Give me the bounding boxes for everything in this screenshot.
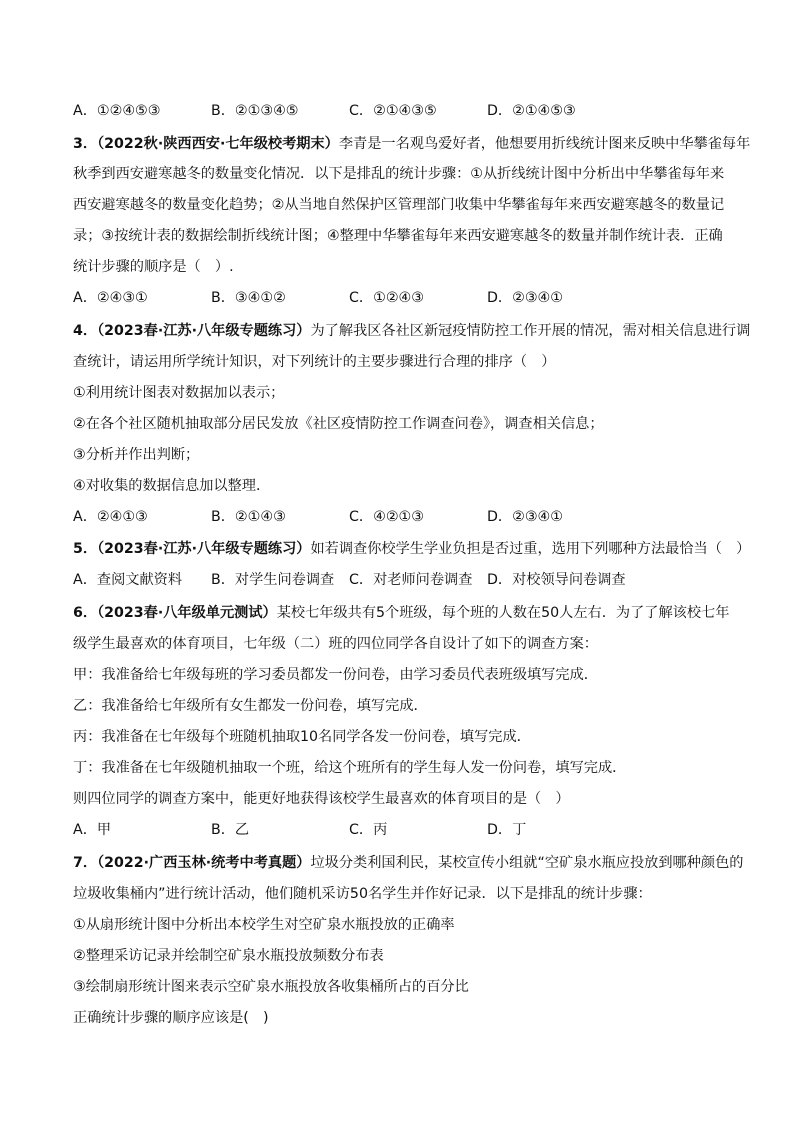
q6-stem-line-2: 级学生最喜欢的体育项目，七年级（二）班的四位同学各自设计了如下的调查方案： [73,636,598,652]
q3-number: 3． [73,136,98,152]
q3-stem-line-4: 录；③按统计表的数据绘制折线统计图；④整理中华攀雀每年来西安避寒越冬的数量并制作统计表．正确 [73,228,723,244]
q4-option-b[interactable]: B．②①④③ [211,509,286,525]
q5-stem-line-1 [73,538,750,560]
q6-option-c[interactable]: C．丙 [349,822,388,838]
q4-number: 4． [73,323,98,339]
q4-text: 为了解我区各社区新冠疫情防控工作开展的情况，需对相关信息进行调 [310,323,751,339]
q6-question: 则四位同学的调查方案中，能更好地获得该校学生最喜欢的体育项目的是（ ） [73,791,570,807]
q2-option-a[interactable]: A．①②④⑤③ [73,103,161,119]
q4-option-c[interactable]: C．④②①③ [349,509,424,525]
q3-stem-line-3: 西安避寒越冬的数量变化趋势；②从当地自然保护区管理部门收集中华攀雀每年来西安避寒越冬的数量记 [73,197,725,213]
q2-option-d[interactable]: D．②①④⑤③ [487,103,576,119]
q6-plan-bing: 丙：我准备在七年级每个班随机抽取10名同学各发一份问卷，填写完成． [73,729,531,745]
q5-option-d[interactable]: D．对校领导问卷调查 [487,572,626,588]
q4-step-3: ③分析并作出判断； [73,447,200,463]
q3-stem-line-2: 秋季到西安避寒越冬的数量变化情况．以下是排乱的统计步骤：①从折线统计图中分析出中华攀雀每年来 [73,166,725,182]
q2-option-b[interactable]: B．②①③④⑤ [211,103,299,119]
q7-question: 正确统计步骤的顺序应该是( ) [73,1010,269,1026]
q6-plan-jia: 甲：我准备给七年级每班的学习委员都发一份问卷，由学习委员代表班级填写完成． [73,667,598,683]
q3-option-d[interactable]: D．②③④① [487,290,563,306]
q4-option-a[interactable]: A．②④①③ [73,509,148,525]
q7-source: （2022·广西玉林·统考中考真题） [97,855,311,871]
q3-text: 李青是一名观鸟爱好者，他想要用折线统计图来反映中华攀雀每年 [338,136,751,152]
q3-source: （2022秋·陕西西安·七年级校考期末） [97,136,339,152]
q4-source: （2023春·江苏·八年级专题练习） [97,323,311,339]
q5-option-c[interactable]: C．对老师问卷调查 [349,572,473,588]
q7-step-1: ①从扇形统计图中分析出本校学生对空矿泉水瓶投放的正确率 [73,917,455,933]
q4-stem-line-2: 查统计，请运用所学统计知识，对下列统计的主要步骤进行合理的排序（ ） [73,354,556,370]
q3-stem-line-1 [73,133,750,155]
q7-number: 7． [73,855,98,871]
q5-source: （2023春·江苏·八年级专题练习） [97,541,311,557]
q3-stem-line-5: 统计步骤的顺序是（ ）. [73,259,234,275]
q2-option-c[interactable]: C．②①④③⑤ [349,103,437,119]
q6-option-a[interactable]: A．甲 [73,822,112,838]
q6-option-b[interactable]: B．乙 [211,822,250,838]
q7-stem-line-2: 垃圾收集桶内”进行统计活动，他们随机采访50名学生并作好记录．以下是排乱的统计步骤： [73,886,652,902]
q4-option-d[interactable]: D．②③④① [487,509,563,525]
q6-plan-yi: 乙：我准备给七年级所有女生都发一份问卷，填写完成． [73,698,428,714]
q5-option-b[interactable]: B．对学生问卷调查 [211,572,335,588]
q6-number: 6． [73,605,98,621]
q4-step-1: ①利用统计图表对数据加以表示； [73,385,285,401]
q6-plan-ding: 丁：我准备在七年级随机抽取一个班，给这个班所有的学生每人发一份问卷，填写完成． [73,760,627,776]
q4-step-4: ④对收集的数据信息加以整理． [73,478,271,494]
q4-step-2: ②在各个社区随机抽取部分居民发放《社区疫情防控工作调查问卷》，调查相关信息； [73,416,604,432]
q4-stem-line-1 [73,320,750,342]
q5-number: 5． [73,541,98,557]
q6-option-d[interactable]: D．丁 [487,822,527,838]
q7-step-3: ③绘制扇形统计图来表示空矿泉水瓶投放各收集桶所占的百分比 [73,979,469,995]
q3-option-a[interactable]: A．②④③① [73,290,148,306]
q3-option-c[interactable]: C．①②④③ [349,290,424,306]
q6-stem-line-1 [73,602,729,624]
q3-option-b[interactable]: B．③④①② [211,290,286,306]
q5-option-a[interactable]: A．查阅文献资料 [73,572,183,588]
q7-text: 垃圾分类利国利民，某校宣传小组就“空矿泉水瓶应投放到哪种颜色的 [310,855,744,871]
q6-source: （2023春·八年级单元测试） [97,605,277,621]
q5-text: 如若调查你校学生学业负担是否过重，选用下列哪种方法最恰当（ ） [310,541,751,557]
q7-stem-line-1 [73,852,743,874]
q7-step-2: ②整理采访记录并绘制空矿泉水瓶投放频数分布表 [73,948,384,964]
q6-text: 某校七年级共有5个班级，每个班的人数在50人左右．为了了解该校七年 [276,605,730,621]
